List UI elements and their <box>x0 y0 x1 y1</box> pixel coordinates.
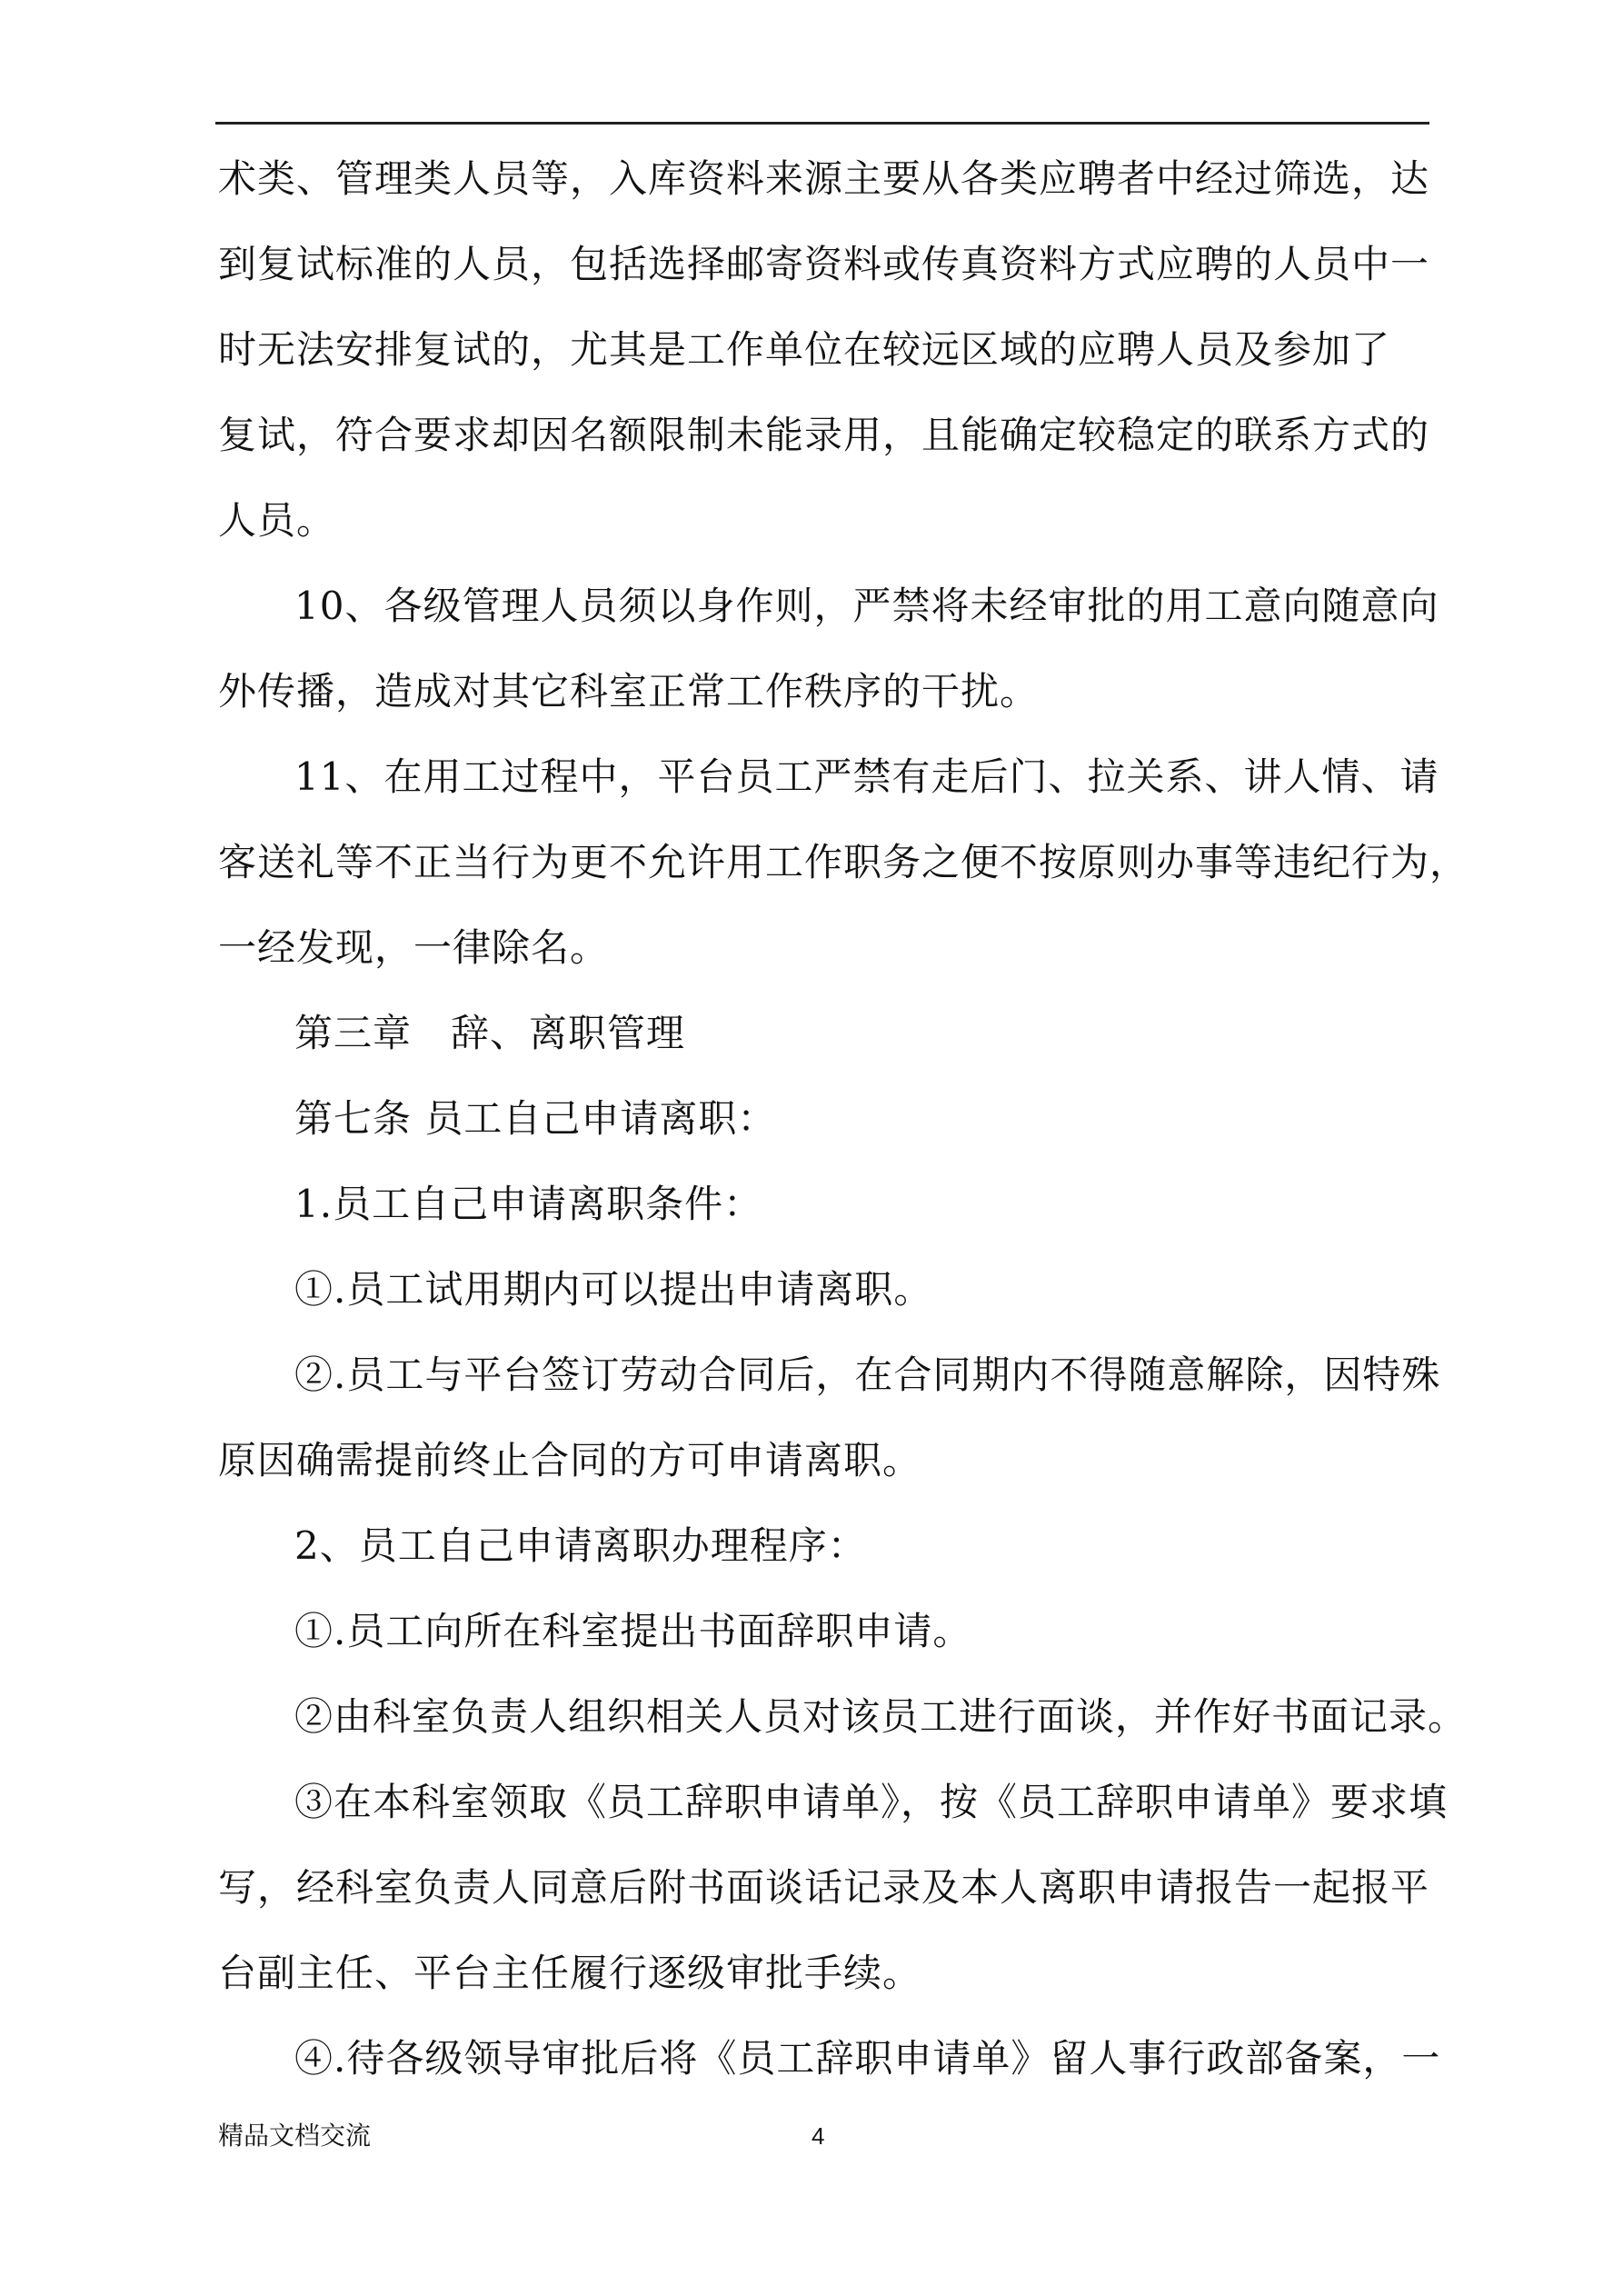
paragraph-line: 台副主任、平台主任履行逐级审批手续。 <box>218 1951 922 1995</box>
paragraph-line: 1.员工自己申请离职条件： <box>294 1182 763 1226</box>
paragraph-line: ④.待各级领导审批后将《员工辞职申请单》留人事行政部备案，一 <box>294 2036 1441 2081</box>
paragraph-line: 10、各级管理人员须以身作则，严禁将未经审批的用工意向随意向 <box>294 584 1439 628</box>
footer-label: 精品文档交流 <box>218 2121 372 2151</box>
paragraph-line: ②.员工与平台签订劳动合同后，在合同期内不得随意解除，因特殊 <box>294 1353 1441 1397</box>
paragraph-line: 第三章 辞、离职管理 <box>294 1011 686 1055</box>
paragraph-line: 客送礼等不正当行为更不允许用工作职务之便不按原则办事等违纪行为， <box>218 840 1469 884</box>
paragraph-line: 人员。 <box>218 498 336 543</box>
paragraph-line: ③在本科室领取《员工辞职申请单》，按《员工辞职申请单》要求填 <box>294 1780 1449 1824</box>
paragraph-line: ②由科室负责人组织相关人员对该员工进行面谈，并作好书面记录。 <box>294 1694 1468 1739</box>
paragraph-line: 到复试标准的人员，包括选择邮寄资料或传真资料方式应聘的人员中一 <box>218 242 1430 286</box>
paragraph-line: ①.员工向所在科室提出书面辞职申请。 <box>294 1609 972 1653</box>
header-rule <box>215 122 1429 125</box>
paragraph-line: 写，经科室负责人同意后附书面谈话记录及本人离职申请报告一起报平 <box>218 1865 1430 1910</box>
paragraph-line: 外传播，造成对其它科室正常工作秩序的干扰。 <box>218 669 1040 714</box>
paragraph-line: 第七条 员工自己申请离职： <box>294 1096 777 1141</box>
paragraph-line: ①.员工试用期内可以提出申请离职。 <box>294 1267 933 1312</box>
paragraph-line: 一经发现，一律除名。 <box>218 925 610 970</box>
paragraph-line: 时无法安排复试的，尤其是工作单位在较远区域的应聘人员及参加了 <box>218 327 1391 372</box>
page-number: 4 <box>812 2122 825 2150</box>
paragraph-line: 术类、管理类人员等，入库资料来源主要从各类应聘者中经过筛选，达 <box>218 156 1430 201</box>
paragraph-line: 复试，符合要求却因名额限制未能录用，且能确定较稳定的联系方式的 <box>218 413 1430 457</box>
paragraph-line: 11、在用工过程中，平台员工严禁有走后门、拉关系、讲人情、请 <box>294 754 1439 799</box>
document-body <box>218 136 1469 2101</box>
paragraph-line: 原因确需提前终止合同的方可申请离职。 <box>218 1438 922 1482</box>
paragraph-line: 2、员工自己申请离职办理程序： <box>294 1523 867 1568</box>
